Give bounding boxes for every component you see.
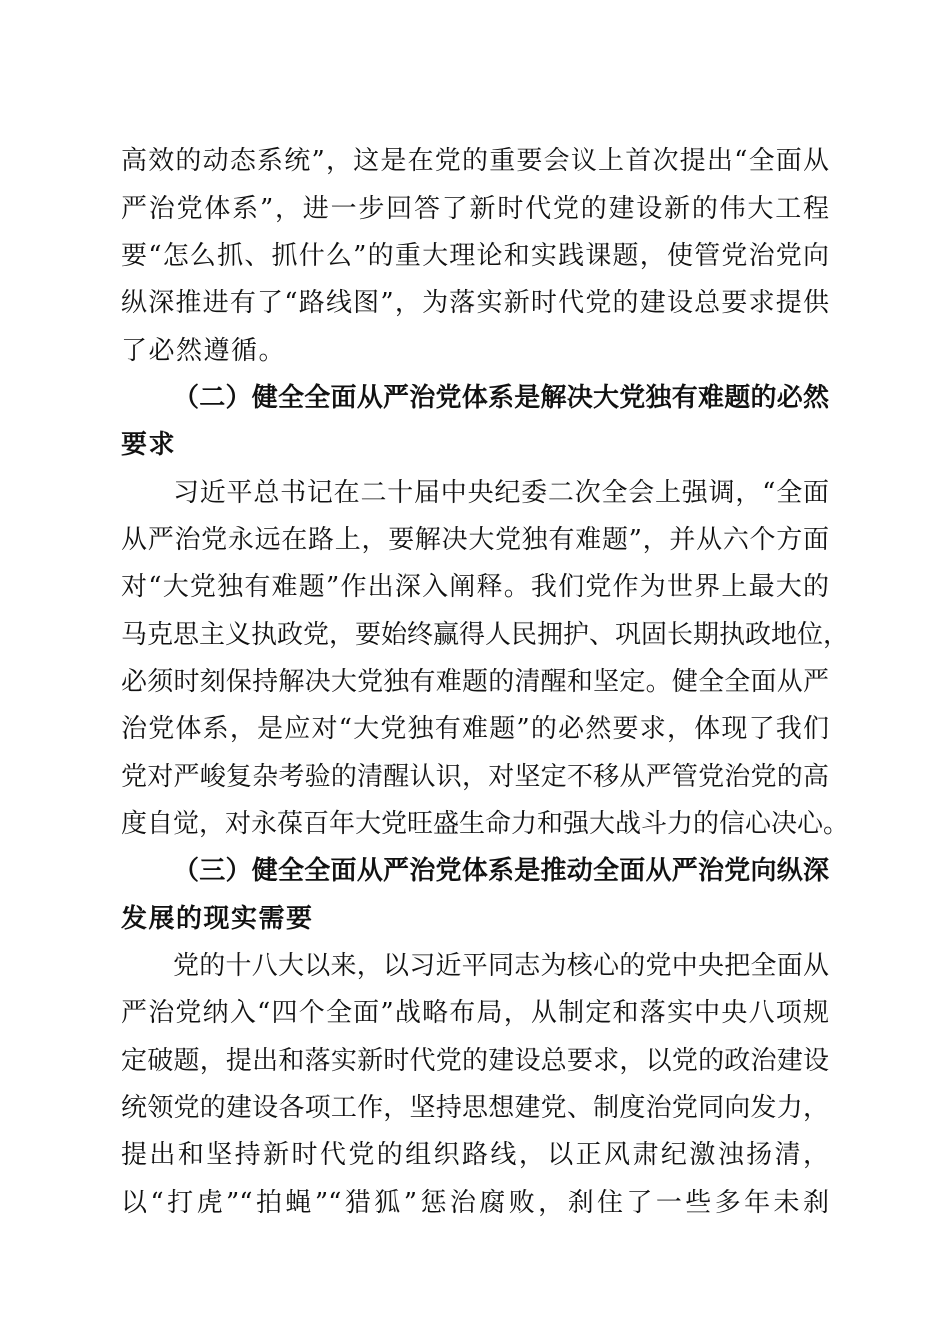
body-text-line: 严治党体系”，进一步回答了新时代党的建设新的伟大工程 <box>121 194 829 224</box>
body-text-line: 了必然遵循。 <box>121 336 287 366</box>
body-text-line: 以“打虎”“拍蝇”“猎狐”惩治腐败，刹住了一些多年未刹 <box>121 1188 829 1218</box>
body-text-line: 统领党的建设各项工作，坚持思想建党、制度治党同向发力， <box>121 1093 829 1123</box>
section-heading: （二）健全全面从严治党体系是解决大党独有难题的必然 <box>173 383 829 413</box>
body-text-line: 必须时刻保持解决大党独有难题的清醒和坚定。健全全面从严 <box>121 667 829 697</box>
body-text-line: 要“怎么抓、抓什么”的重大理论和实践课题，使管党治党向 <box>121 241 829 271</box>
body-text-line: 习近平总书记在二十届中央纪委二次全会上强调，“全面 <box>173 478 829 508</box>
section-heading: （三）健全全面从严治党体系是推动全面从严治党向纵深 <box>173 856 829 886</box>
body-text-line: 对“大党独有难题”作出深入阐释。我们党作为世界上最大的 <box>121 572 829 602</box>
body-text-line: 提出和坚持新时代党的组织路线，以正风肃纪激浊扬清， <box>121 1140 829 1170</box>
body-text-line: 纵深推进有了“路线图”，为落实新时代党的建设总要求提供 <box>121 288 829 318</box>
body-text-line: 定破题，提出和落实新时代党的建设总要求，以党的政治建设 <box>121 1046 829 1076</box>
body-text-line: 高效的动态系统”，这是在党的重要会议上首次提出“全面从 <box>121 146 829 176</box>
body-text-line: 马克思主义执政党，要始终赢得人民拥护、巩固长期执政地位， <box>121 620 850 650</box>
body-text-line: 党对严峻复杂考验的清醒认识，对坚定不移从严管党治党的高 <box>121 762 829 792</box>
body-text-line: 度自觉，对永葆百年大党旺盛生命力和强大战斗力的信心决心。 <box>121 809 850 839</box>
section-heading: 要求 <box>121 430 177 460</box>
body-text-line: 党的十八大以来，以习近平同志为核心的党中央把全面从 <box>173 951 829 981</box>
body-text-line: 从严治党永远在路上，要解决大党独有难题”，并从六个方面 <box>121 525 829 555</box>
section-heading: 发展的现实需要 <box>121 904 314 934</box>
body-text-line: 治党体系，是应对“大党独有难题”的必然要求，体现了我们 <box>121 714 829 744</box>
body-text-line: 严治党纳入“四个全面”战略布局，从制定和落实中央八项规 <box>121 998 829 1028</box>
